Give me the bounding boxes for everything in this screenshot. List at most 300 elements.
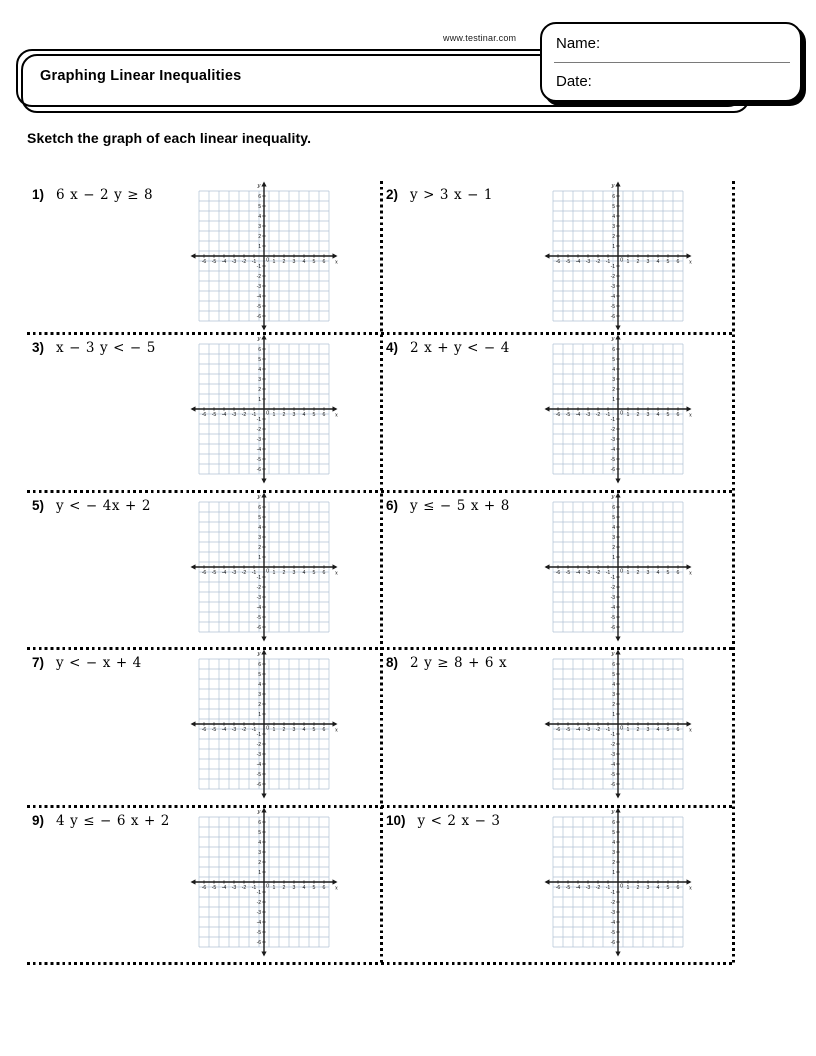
- svg-text:-2: -2: [256, 584, 262, 591]
- svg-text:-5: -5: [565, 570, 571, 576]
- svg-text:6: 6: [612, 661, 616, 668]
- coordinate-grid: [542, 807, 694, 959]
- svg-text:4: 4: [656, 259, 660, 265]
- coordinate-grid: [542, 492, 694, 644]
- svg-text:1: 1: [626, 727, 630, 733]
- svg-text:-3: -3: [585, 259, 591, 265]
- svg-text:5: 5: [312, 412, 316, 418]
- svg-text:-5: -5: [610, 456, 616, 463]
- svg-text:1: 1: [626, 885, 630, 891]
- svg-text:5: 5: [666, 412, 670, 418]
- svg-text:-4: -4: [256, 919, 262, 926]
- svg-text:-2: -2: [256, 273, 262, 280]
- svg-text:4: 4: [656, 727, 660, 733]
- problem-number: 5): [32, 498, 45, 513]
- svg-text:6: 6: [612, 819, 616, 826]
- problem-cell: [381, 806, 735, 963]
- svg-text:0: 0: [620, 725, 624, 732]
- problem-number: 2): [386, 187, 399, 202]
- problem-expression: y ≤ − 5 x + 8: [410, 498, 510, 514]
- svg-text:0: 0: [266, 257, 270, 264]
- problem-cell: [27, 806, 381, 963]
- svg-text:2: 2: [258, 233, 262, 240]
- svg-text:6: 6: [258, 346, 262, 353]
- coordinate-grid: [188, 492, 340, 644]
- problem-header: [32, 655, 142, 671]
- svg-text:6: 6: [676, 259, 680, 265]
- svg-text:6: 6: [258, 661, 262, 668]
- svg-text:1: 1: [258, 554, 262, 561]
- svg-text:-5: -5: [211, 570, 217, 576]
- svg-text:3: 3: [292, 412, 296, 418]
- svg-text:0: 0: [266, 410, 270, 417]
- svg-text:6: 6: [676, 885, 680, 891]
- problem-cell: [381, 491, 735, 648]
- svg-text:-5: -5: [211, 885, 217, 891]
- svg-text:-6: -6: [610, 624, 616, 631]
- coordinate-grid: [188, 807, 340, 959]
- svg-text:-4: -4: [221, 885, 227, 891]
- svg-text:3: 3: [646, 259, 650, 265]
- svg-text:6: 6: [258, 193, 262, 200]
- svg-text:4: 4: [656, 412, 660, 418]
- svg-text:5: 5: [258, 829, 262, 836]
- svg-text:-4: -4: [575, 412, 581, 418]
- svg-text:2: 2: [612, 233, 616, 240]
- svg-text:y: y: [611, 651, 615, 657]
- svg-text:-6: -6: [610, 466, 616, 473]
- svg-text:4: 4: [302, 727, 306, 733]
- svg-text:2: 2: [612, 701, 616, 708]
- svg-text:1: 1: [612, 711, 616, 718]
- svg-text:4: 4: [656, 570, 660, 576]
- svg-text:-2: -2: [256, 426, 262, 433]
- svg-text:-5: -5: [211, 727, 217, 733]
- svg-text:4: 4: [258, 366, 262, 373]
- problem-header: [32, 187, 153, 203]
- svg-text:3: 3: [292, 885, 296, 891]
- svg-text:-5: -5: [565, 412, 571, 418]
- svg-text:4: 4: [612, 681, 616, 688]
- svg-text:1: 1: [258, 869, 262, 876]
- svg-text:-3: -3: [231, 885, 237, 891]
- svg-text:1: 1: [272, 570, 276, 576]
- coordinate-grid: [188, 334, 340, 486]
- problem-header: [386, 187, 493, 203]
- svg-text:-2: -2: [595, 885, 601, 891]
- svg-text:4: 4: [612, 213, 616, 220]
- svg-text:0: 0: [266, 568, 270, 575]
- svg-text:2: 2: [636, 570, 640, 576]
- svg-text:-4: -4: [221, 570, 227, 576]
- svg-text:4: 4: [302, 412, 306, 418]
- svg-text:y: y: [611, 809, 615, 815]
- svg-text:6: 6: [612, 504, 616, 511]
- svg-text:5: 5: [312, 885, 316, 891]
- svg-text:-1: -1: [256, 889, 262, 896]
- svg-text:4: 4: [612, 366, 616, 373]
- problems-grid: [27, 180, 735, 966]
- svg-text:-1: -1: [251, 885, 257, 891]
- svg-text:-6: -6: [201, 885, 207, 891]
- problem-header: [32, 498, 151, 514]
- svg-text:0: 0: [620, 410, 624, 417]
- problem-expression: x − 3 y < − 5: [56, 340, 156, 356]
- svg-text:-5: -5: [610, 303, 616, 310]
- svg-text:x: x: [688, 885, 693, 892]
- svg-text:y: y: [611, 336, 615, 342]
- svg-text:-2: -2: [595, 727, 601, 733]
- svg-text:y: y: [257, 651, 261, 657]
- problem-header: [32, 340, 156, 356]
- svg-text:-2: -2: [241, 412, 247, 418]
- svg-text:x: x: [688, 727, 693, 734]
- svg-text:5: 5: [312, 570, 316, 576]
- problem-header: [386, 498, 510, 514]
- svg-text:-4: -4: [610, 446, 616, 453]
- svg-text:4: 4: [612, 524, 616, 531]
- svg-text:-4: -4: [575, 885, 581, 891]
- svg-text:-6: -6: [610, 781, 616, 788]
- problem-number: 6): [386, 498, 399, 513]
- svg-text:-1: -1: [610, 574, 616, 581]
- svg-text:3: 3: [612, 849, 616, 856]
- svg-text:5: 5: [666, 885, 670, 891]
- svg-text:5: 5: [612, 514, 616, 521]
- svg-text:2: 2: [282, 412, 286, 418]
- svg-text:4: 4: [258, 681, 262, 688]
- svg-text:3: 3: [292, 570, 296, 576]
- svg-text:6: 6: [676, 570, 680, 576]
- svg-text:3: 3: [292, 727, 296, 733]
- svg-text:-6: -6: [201, 570, 207, 576]
- svg-text:-5: -5: [256, 771, 262, 778]
- svg-text:-2: -2: [256, 899, 262, 906]
- problem-header: [386, 655, 507, 671]
- svg-text:-3: -3: [610, 909, 616, 916]
- svg-text:x: x: [688, 570, 693, 577]
- svg-text:1: 1: [272, 727, 276, 733]
- coordinate-grid: [188, 649, 340, 801]
- svg-text:5: 5: [612, 671, 616, 678]
- svg-text:-3: -3: [256, 751, 262, 758]
- problem-number: 3): [32, 340, 45, 355]
- problem-expression: y < 2 x − 3: [417, 813, 501, 829]
- svg-text:3: 3: [612, 691, 616, 698]
- svg-text:2: 2: [258, 859, 262, 866]
- coordinate-grid: [542, 649, 694, 801]
- svg-text:-6: -6: [256, 624, 262, 631]
- website-url: www.testinar.com: [443, 33, 517, 43]
- svg-text:6: 6: [258, 504, 262, 511]
- worksheet-title: Graphing Linear Inequalities: [40, 68, 242, 84]
- svg-text:-6: -6: [610, 313, 616, 320]
- svg-text:-5: -5: [565, 885, 571, 891]
- svg-text:-5: -5: [610, 929, 616, 936]
- svg-text:1: 1: [612, 243, 616, 250]
- svg-text:3: 3: [258, 534, 262, 541]
- svg-text:2: 2: [612, 386, 616, 393]
- svg-text:5: 5: [666, 570, 670, 576]
- svg-text:x: x: [334, 412, 339, 419]
- coordinate-grid: [542, 181, 694, 333]
- svg-text:6: 6: [322, 885, 326, 891]
- svg-text:-5: -5: [211, 259, 217, 265]
- svg-text:-2: -2: [256, 741, 262, 748]
- svg-text:-2: -2: [595, 570, 601, 576]
- svg-text:3: 3: [646, 727, 650, 733]
- problem-header: [386, 340, 510, 356]
- svg-text:-4: -4: [256, 293, 262, 300]
- problem-cell: [27, 648, 381, 806]
- svg-text:2: 2: [636, 885, 640, 891]
- svg-text:6: 6: [258, 819, 262, 826]
- svg-text:2: 2: [282, 570, 286, 576]
- svg-text:-1: -1: [610, 731, 616, 738]
- coordinate-grid: [188, 181, 340, 333]
- svg-text:3: 3: [646, 885, 650, 891]
- svg-text:-3: -3: [231, 412, 237, 418]
- svg-text:3: 3: [258, 691, 262, 698]
- svg-text:-3: -3: [585, 885, 591, 891]
- svg-text:1: 1: [258, 711, 262, 718]
- svg-text:-4: -4: [610, 919, 616, 926]
- instruction-text: Sketch the graph of each linear inequality.: [27, 130, 312, 146]
- svg-text:-3: -3: [256, 909, 262, 916]
- svg-text:-4: -4: [610, 761, 616, 768]
- svg-text:6: 6: [676, 412, 680, 418]
- svg-text:-3: -3: [231, 259, 237, 265]
- svg-text:y: y: [257, 809, 261, 815]
- svg-text:-4: -4: [256, 446, 262, 453]
- svg-text:y: y: [611, 494, 615, 500]
- svg-text:5: 5: [312, 259, 316, 265]
- svg-text:6: 6: [322, 259, 326, 265]
- svg-text:-3: -3: [585, 412, 591, 418]
- svg-text:-6: -6: [201, 412, 207, 418]
- svg-text:-6: -6: [555, 727, 561, 733]
- svg-text:5: 5: [258, 356, 262, 363]
- svg-text:2: 2: [636, 259, 640, 265]
- problem-cell: [381, 648, 735, 806]
- svg-text:y: y: [257, 183, 261, 189]
- problem-expression: 2 y ≥ 8 + 6 x: [410, 655, 508, 671]
- svg-text:2: 2: [282, 727, 286, 733]
- problem-cell: [27, 333, 381, 491]
- svg-text:-2: -2: [610, 584, 616, 591]
- svg-text:-1: -1: [251, 570, 257, 576]
- svg-text:y: y: [257, 336, 261, 342]
- problem-number: 8): [386, 655, 399, 670]
- svg-text:-1: -1: [251, 412, 257, 418]
- svg-text:4: 4: [302, 259, 306, 265]
- svg-text:-4: -4: [610, 293, 616, 300]
- svg-text:y: y: [257, 494, 261, 500]
- svg-text:4: 4: [612, 839, 616, 846]
- svg-text:2: 2: [612, 859, 616, 866]
- svg-text:-1: -1: [605, 570, 611, 576]
- svg-text:x: x: [688, 259, 693, 266]
- svg-text:-3: -3: [231, 727, 237, 733]
- svg-text:-1: -1: [605, 259, 611, 265]
- svg-text:-1: -1: [605, 727, 611, 733]
- svg-text:0: 0: [620, 568, 624, 575]
- svg-text:5: 5: [612, 203, 616, 210]
- svg-text:-2: -2: [241, 259, 247, 265]
- svg-text:2: 2: [258, 701, 262, 708]
- problem-expression: y > 3 x − 1: [410, 187, 494, 203]
- svg-text:x: x: [334, 727, 339, 734]
- svg-text:1: 1: [258, 243, 262, 250]
- svg-text:-6: -6: [256, 466, 262, 473]
- problem-expression: 6 x − 2 y ≥ 8: [56, 187, 154, 203]
- svg-text:0: 0: [620, 883, 624, 890]
- svg-text:-2: -2: [595, 412, 601, 418]
- problem-number: 4): [386, 340, 399, 355]
- svg-text:-3: -3: [585, 570, 591, 576]
- svg-text:-6: -6: [610, 939, 616, 946]
- problem-expression: 4 y ≤ − 6 x + 2: [56, 813, 170, 829]
- svg-text:-4: -4: [610, 604, 616, 611]
- svg-text:x: x: [334, 259, 339, 266]
- coordinate-grid: [542, 334, 694, 486]
- svg-text:x: x: [334, 885, 339, 892]
- problem-expression: y < − x + 4: [56, 655, 142, 671]
- svg-text:-5: -5: [256, 303, 262, 310]
- svg-text:-4: -4: [575, 570, 581, 576]
- svg-text:5: 5: [612, 829, 616, 836]
- svg-text:4: 4: [258, 524, 262, 531]
- problem-expression: y < − 4x + 2: [56, 498, 152, 514]
- svg-text:-5: -5: [565, 259, 571, 265]
- svg-text:-1: -1: [605, 412, 611, 418]
- svg-text:-3: -3: [610, 594, 616, 601]
- svg-text:4: 4: [656, 885, 660, 891]
- svg-text:1: 1: [612, 554, 616, 561]
- svg-text:-1: -1: [256, 731, 262, 738]
- svg-text:2: 2: [258, 386, 262, 393]
- date-label: Date:: [556, 73, 592, 90]
- svg-text:-5: -5: [565, 727, 571, 733]
- name-date-box: [540, 22, 802, 102]
- svg-text:-2: -2: [610, 426, 616, 433]
- svg-text:-3: -3: [610, 436, 616, 443]
- svg-text:-1: -1: [256, 416, 262, 423]
- svg-text:4: 4: [258, 839, 262, 846]
- svg-text:2: 2: [258, 544, 262, 551]
- svg-text:3: 3: [258, 376, 262, 383]
- problem-expression: 2 x + y < − 4: [410, 340, 510, 356]
- svg-text:1: 1: [258, 396, 262, 403]
- svg-text:-5: -5: [610, 614, 616, 621]
- svg-text:3: 3: [292, 259, 296, 265]
- problem-number: 9): [32, 813, 45, 828]
- svg-text:-6: -6: [555, 259, 561, 265]
- svg-text:-2: -2: [241, 727, 247, 733]
- problem-cell: [381, 180, 735, 333]
- svg-text:-5: -5: [256, 929, 262, 936]
- svg-text:3: 3: [646, 412, 650, 418]
- svg-text:-5: -5: [256, 614, 262, 621]
- svg-text:2: 2: [636, 412, 640, 418]
- svg-text:-6: -6: [256, 313, 262, 320]
- svg-text:6: 6: [676, 727, 680, 733]
- svg-text:0: 0: [266, 725, 270, 732]
- svg-text:3: 3: [258, 223, 262, 230]
- svg-text:-1: -1: [256, 574, 262, 581]
- svg-text:0: 0: [620, 257, 624, 264]
- svg-text:x: x: [334, 570, 339, 577]
- svg-text:5: 5: [258, 203, 262, 210]
- problem-number: 10): [386, 813, 406, 828]
- svg-text:-6: -6: [555, 885, 561, 891]
- svg-text:6: 6: [322, 570, 326, 576]
- svg-text:-1: -1: [610, 263, 616, 270]
- svg-text:-4: -4: [575, 727, 581, 733]
- svg-text:-5: -5: [610, 771, 616, 778]
- svg-text:3: 3: [612, 534, 616, 541]
- svg-text:3: 3: [646, 570, 650, 576]
- name-label: Name:: [556, 35, 601, 52]
- problem-cell: [27, 180, 381, 333]
- svg-text:-2: -2: [241, 570, 247, 576]
- svg-text:6: 6: [612, 193, 616, 200]
- svg-text:-3: -3: [610, 283, 616, 290]
- svg-text:-1: -1: [610, 416, 616, 423]
- problem-header: [32, 813, 170, 829]
- svg-text:6: 6: [612, 346, 616, 353]
- svg-text:1: 1: [626, 570, 630, 576]
- svg-text:5: 5: [666, 727, 670, 733]
- svg-text:1: 1: [612, 396, 616, 403]
- svg-text:-6: -6: [201, 727, 207, 733]
- svg-text:-6: -6: [555, 412, 561, 418]
- svg-text:-2: -2: [610, 741, 616, 748]
- svg-text:-2: -2: [610, 899, 616, 906]
- svg-text:-5: -5: [211, 412, 217, 418]
- svg-text:-2: -2: [241, 885, 247, 891]
- svg-text:2: 2: [282, 885, 286, 891]
- svg-text:3: 3: [258, 849, 262, 856]
- svg-text:-4: -4: [256, 761, 262, 768]
- svg-text:-3: -3: [610, 751, 616, 758]
- svg-text:1: 1: [272, 885, 276, 891]
- svg-text:3: 3: [612, 376, 616, 383]
- svg-text:-3: -3: [256, 436, 262, 443]
- svg-text:-2: -2: [610, 273, 616, 280]
- svg-text:-3: -3: [231, 570, 237, 576]
- problem-number: 7): [32, 655, 45, 670]
- svg-text:-1: -1: [610, 889, 616, 896]
- svg-text:-3: -3: [256, 283, 262, 290]
- svg-text:5: 5: [258, 671, 262, 678]
- svg-text:5: 5: [612, 356, 616, 363]
- name-fill-line: [554, 62, 790, 63]
- svg-text:1: 1: [626, 412, 630, 418]
- svg-text:-3: -3: [585, 727, 591, 733]
- svg-text:-1: -1: [256, 263, 262, 270]
- problem-number: 1): [32, 187, 45, 202]
- svg-text:-1: -1: [605, 885, 611, 891]
- svg-text:-6: -6: [201, 259, 207, 265]
- svg-text:-2: -2: [595, 259, 601, 265]
- svg-text:-3: -3: [256, 594, 262, 601]
- svg-text:1: 1: [272, 412, 276, 418]
- svg-text:3: 3: [612, 223, 616, 230]
- svg-text:1: 1: [612, 869, 616, 876]
- problem-cell: [381, 333, 735, 491]
- svg-text:5: 5: [666, 259, 670, 265]
